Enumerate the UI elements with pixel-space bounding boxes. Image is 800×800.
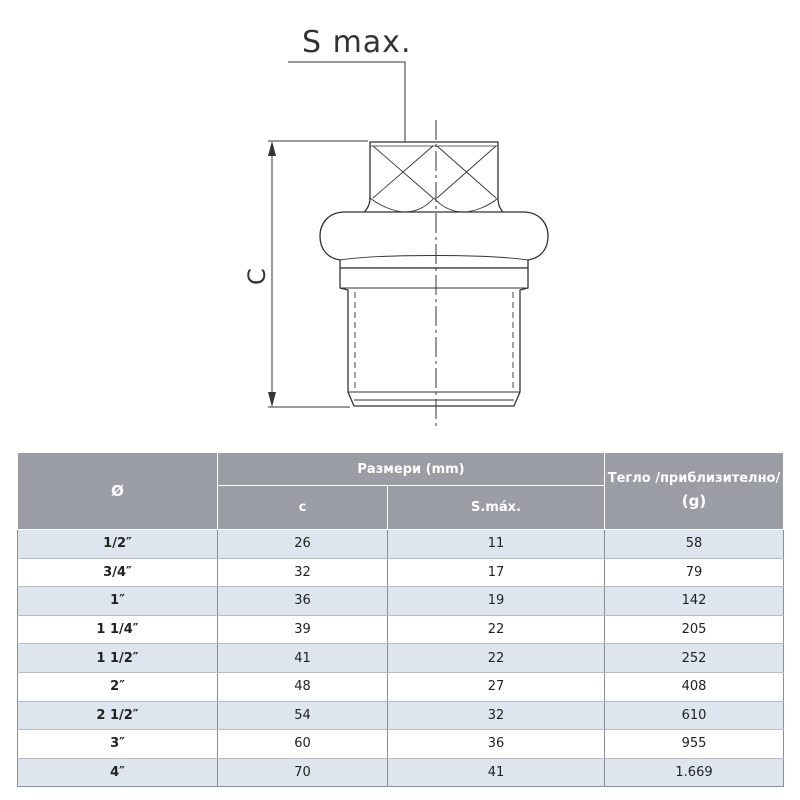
table-row bbox=[18, 672, 784, 701]
smax-label: S max. bbox=[302, 25, 412, 60]
c-cell: 60 bbox=[218, 730, 388, 759]
plug-collar bbox=[320, 212, 548, 268]
weight-cell: 205 bbox=[605, 615, 784, 644]
weight-header-label: Тегло /приблизително/ bbox=[607, 471, 781, 486]
c-header: c bbox=[218, 486, 388, 530]
size-cell: 3/4″ bbox=[18, 558, 218, 587]
c-cell: 36 bbox=[218, 587, 388, 616]
dimensions-header: Размери (mm) bbox=[218, 453, 605, 486]
smax-cell: 19 bbox=[388, 587, 605, 616]
weight-cell: 1.669 bbox=[605, 758, 784, 787]
smax-cell: 17 bbox=[388, 558, 605, 587]
weight-cell: 610 bbox=[605, 701, 784, 730]
table-row bbox=[18, 615, 784, 644]
smax-cell: 22 bbox=[388, 644, 605, 673]
table-row bbox=[18, 758, 784, 787]
c-label: C bbox=[243, 268, 271, 285]
smax-cell: 22 bbox=[388, 615, 605, 644]
c-arrow-top bbox=[268, 141, 276, 156]
c-cell: 48 bbox=[218, 672, 388, 701]
size-cell: 3″ bbox=[18, 730, 218, 759]
table-row bbox=[18, 730, 784, 759]
c-cell: 32 bbox=[218, 558, 388, 587]
smax-cell: 41 bbox=[388, 758, 605, 787]
weight-unit-label: (g) bbox=[681, 492, 707, 510]
dimensions-table bbox=[17, 452, 784, 787]
smax-cell: 32 bbox=[388, 701, 605, 730]
size-cell: 2″ bbox=[18, 672, 218, 701]
size-cell: 4″ bbox=[18, 758, 218, 787]
size-cell: 1″ bbox=[18, 587, 218, 616]
size-cell: 2 1/2″ bbox=[18, 701, 218, 730]
size-cell: 1/2″ bbox=[18, 530, 218, 559]
table-row bbox=[18, 530, 784, 559]
table-row bbox=[18, 558, 784, 587]
weight-cell: 408 bbox=[605, 672, 784, 701]
size-cell: 1 1/2″ bbox=[18, 644, 218, 673]
hex-head bbox=[362, 142, 505, 214]
table-row bbox=[18, 701, 784, 730]
smax-cell: 27 bbox=[388, 672, 605, 701]
weight-cell: 955 bbox=[605, 730, 784, 759]
smax-cell: 36 bbox=[388, 730, 605, 759]
weight-cell: 58 bbox=[605, 530, 784, 559]
thread-body bbox=[340, 268, 528, 406]
weight-cell: 79 bbox=[605, 558, 784, 587]
size-cell: 1 1/4″ bbox=[18, 615, 218, 644]
c-cell: 54 bbox=[218, 701, 388, 730]
dimensions-table-wrap bbox=[17, 452, 783, 787]
smax-cell: 11 bbox=[388, 530, 605, 559]
weight-header bbox=[605, 453, 784, 530]
smax-header: S.máx. bbox=[388, 486, 605, 530]
c-cell: 41 bbox=[218, 644, 388, 673]
table-row bbox=[18, 644, 784, 673]
c-arrow-bottom bbox=[268, 392, 276, 407]
diameter-header: Ø bbox=[18, 453, 218, 530]
weight-cell: 142 bbox=[605, 587, 784, 616]
table-row bbox=[18, 587, 784, 616]
c-cell: 39 bbox=[218, 615, 388, 644]
c-cell: 26 bbox=[218, 530, 388, 559]
weight-cell: 252 bbox=[605, 644, 784, 673]
c-cell: 70 bbox=[218, 758, 388, 787]
